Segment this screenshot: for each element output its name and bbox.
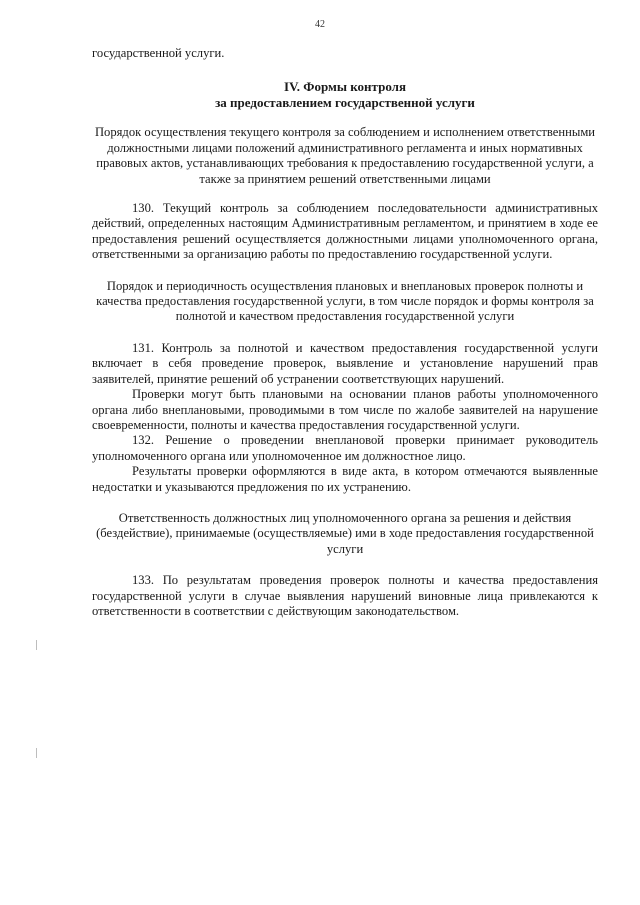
paragraph-133: 133. По результатам проведения проверок полноты и качества предоставления государственной услуги в случае выявления нарушений виновные лица привлекаются к ответственности в соответствии с действующим законодательством. <box>92 573 598 618</box>
section-heading: Порядок осуществления текущего контроля за соблюдением и исполнением ответственными должностными лицами положений административного регламента и иных нормативных правовых актов, устанавливающих требования к предоставлению государственной услуги, а также за принятием решений ответственными лицами <box>94 125 596 186</box>
paragraph-131: 131. Контроль за полнотой и качеством предоставления государственной услуги включает в себя проведение проверок, выявление и установление нарушений прав заявителей, принятие решений об устранении соответствующих нарушений. <box>92 340 598 386</box>
document-body <box>92 46 598 619</box>
page-number: 42 <box>315 19 325 30</box>
paragraph-132: 132. Решение о проведении внеплановой проверки принимает руководитель уполномоченного органа или уполномоченное им должностное лицо. <box>92 433 598 463</box>
paragraph-130: 130. Текущий контроль за соблюдением последовательности административных действий, определенных настоящим Административным регламентом, и принятием в ходе ее предоставления решений осуществляется должностными лицами уполномоченного органа, ответственными за организацию работы по предоставлению государственной услуги. <box>92 201 598 262</box>
chapter-title-line-2: за предоставлением государственной услуги <box>215 95 475 111</box>
chapter-title-line-1: IV. Формы контроля <box>284 79 406 95</box>
margin-mark <box>36 748 37 758</box>
section-heading: Порядок и периодичность осуществления плановых и внеплановых проверок полноты и качества предоставления государственной услуги, в том числе порядок и формы контроля за полнотой и качеством предоставления государственной услуги <box>96 278 594 324</box>
margin-mark <box>36 640 37 650</box>
paragraph-checks: Проверки могут быть плановыми на основании планов работы уполномоченного органа либо внеплановыми, проводимыми в том числе по жалобе заявителей на нарушение своевременности, полноты и качества предоставления государственной услуги. <box>92 387 598 432</box>
lead-text: государственной услуги. <box>92 46 225 60</box>
section-heading: Ответственность должностных лиц уполномоченного органа за решения и действия (бездействие), принимаемые (осуществляемые) ими в ходе предоставления государственной услуги <box>96 510 594 556</box>
paragraph-results: Результаты проверки оформляются в виде акта, в котором отмечаются выявленные недостатки и указываются предложения по их устранению. <box>92 464 598 494</box>
chapter-heading <box>92 79 598 111</box>
